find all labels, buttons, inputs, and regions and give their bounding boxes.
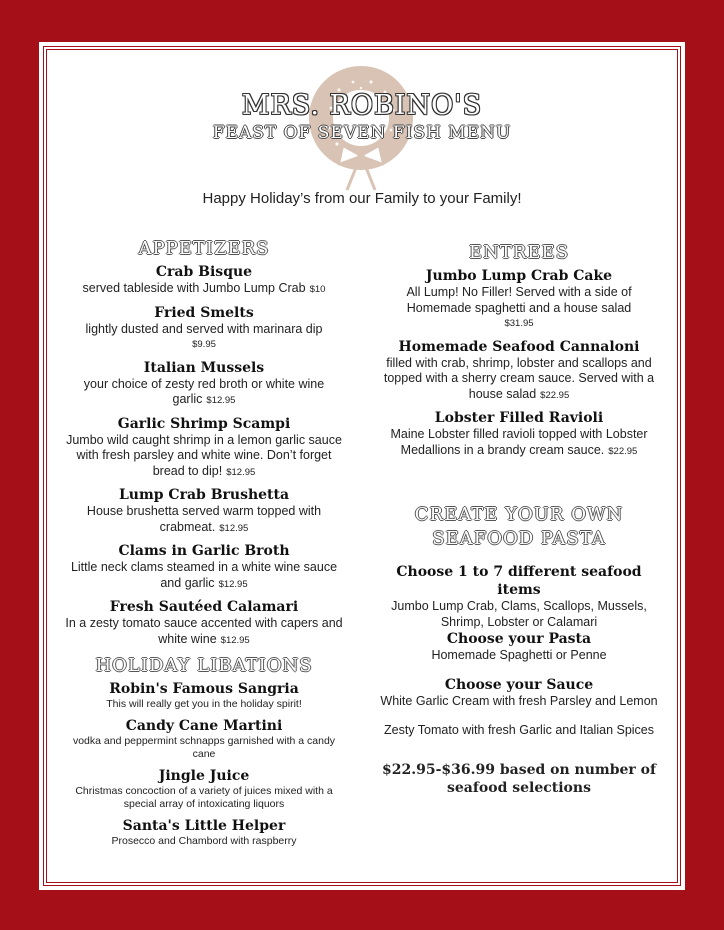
item-desc: This will really get you in the holiday spirit!	[106, 698, 302, 710]
item-desc: Maine Lobster filled ravioli topped with Lobster Medallions in a brandy cream sauce.	[390, 427, 648, 457]
item-name: Garlic Shrimp Scampi	[117, 415, 291, 432]
entree-item	[379, 268, 659, 332]
appetizer-item	[65, 416, 343, 481]
menu-title-block	[39, 90, 685, 144]
item-price: $9.95	[192, 339, 216, 350]
item-desc: In a zesty tomato sauce accented with capers and white wine	[65, 616, 343, 646]
pasta-sauce-option-1: White Garlic Cream with fresh Parsley and Lemon	[380, 693, 658, 708]
pasta-heading-line2: SEAFOOD PASTA	[432, 528, 606, 549]
appetizer-item	[65, 543, 343, 592]
item-name: Lobster Filled Ravioli	[434, 410, 604, 426]
appetizer-item	[65, 487, 343, 536]
item-name: Santa's Little Helper	[122, 818, 286, 834]
appetizers-heading: APPETIZERS	[138, 238, 270, 259]
item-price: $31.95	[504, 318, 534, 329]
entree-item	[379, 339, 659, 404]
pasta-step-seafood: Choose 1 to 7 different seafood items	[396, 564, 642, 598]
item-price: $12.95	[218, 578, 248, 590]
item-name: Robin's Famous Sangria	[109, 681, 299, 697]
item-price: $12.95	[206, 395, 236, 406]
item-name: Clams in Garlic Broth	[118, 543, 290, 559]
item-desc: Little neck clams steamed in a white wine sauce and garlic	[70, 560, 338, 590]
libation-item	[65, 818, 343, 848]
entree-item	[379, 410, 659, 459]
libation-item	[65, 718, 343, 761]
pasta-step-pasta: Choose your Pasta	[446, 631, 592, 647]
item-name: Fried Smelts	[154, 304, 254, 321]
appetizer-item	[65, 360, 343, 409]
libation-item	[65, 681, 343, 711]
item-price: $10	[309, 284, 326, 295]
pasta-heading	[379, 503, 659, 551]
item-name: Fresh Sautéed Calamari	[109, 599, 299, 615]
item-name: Homemade Seafood Cannaloni	[398, 338, 640, 355]
item-desc: lightly dusted and served with marinara dip	[85, 321, 323, 336]
item-name: Italian Mussels	[143, 359, 265, 376]
item-price: $22.95	[540, 389, 570, 401]
item-price: $12.95	[220, 634, 250, 646]
libations-heading: HOLIDAY LIBATIONS	[95, 655, 313, 676]
item-price: $22.95	[608, 445, 638, 457]
pasta-step-sauce: Choose your Sauce	[444, 676, 594, 693]
item-desc: served tableside with Jumbo Lump Crab	[82, 281, 306, 295]
menu-page	[39, 42, 685, 890]
item-name: Lump Crab Brushetta	[118, 487, 290, 503]
item-price: $12.95	[219, 522, 249, 534]
right-column	[379, 242, 659, 797]
item-desc: All Lump! No Filler! Served with a side of Homemade spaghetti and a house salad	[406, 285, 632, 315]
item-desc: Jumbo wild caught shrimp in a lemon garlic sauce with fresh parsley and white wine. Don’t forget bread to dip!	[66, 432, 342, 478]
appetizer-item	[65, 305, 343, 353]
menu-title: MRS. ROBINO'S	[241, 90, 483, 121]
item-desc: your choice of zesty red broth or white wine garlic	[83, 376, 325, 406]
pasta-section	[379, 503, 659, 797]
item-desc: House brushetta served warm topped with crabmeat.	[86, 504, 322, 534]
pasta-seafood-options: Jumbo Lump Crab, Clams, Scallops, Mussels, Shrimp, Lobster or Calamari	[391, 599, 647, 629]
pasta-price-range: $22.95-$36.99 based on number of seafood selections	[381, 761, 657, 796]
item-price: $12.95	[226, 466, 256, 478]
item-name: Crab Bisque	[155, 264, 253, 280]
menu-subtitle: FEAST OF SEVEN FISH MENU	[212, 123, 512, 143]
appetizer-item	[65, 599, 343, 648]
pasta-sauce-option-2: Zesty Tomato with fresh Garlic and Italian Spices	[383, 723, 655, 737]
left-column	[65, 238, 343, 855]
item-name: Candy Cane Martini	[125, 718, 283, 734]
item-name: Jingle Juice	[158, 768, 250, 784]
greeting-text: Happy Holiday’s from our Family to your Family!	[202, 190, 522, 207]
item-desc: Prosecco and Chambord with raspberry	[111, 835, 297, 847]
item-desc: vodka and peppermint schnapps garnished with a candy cane	[72, 735, 336, 760]
item-desc: filled with crab, shrimp, lobster and scallops and topped with a sherry cream sauce. Served with a house salad	[383, 355, 655, 401]
pasta-heading-line1: CREATE YOUR OWN	[414, 504, 624, 525]
item-desc: Christmas concoction of a variety of juices mixed with a special array of intoxicating liquors	[75, 785, 333, 810]
appetizer-item	[65, 264, 343, 298]
pasta-pasta-options: Homemade Spaghetti or Penne	[431, 648, 607, 662]
item-name: Jumbo Lump Crab Cake	[425, 268, 613, 284]
libation-item	[65, 768, 343, 811]
entrees-heading: ENTREES	[468, 242, 570, 263]
